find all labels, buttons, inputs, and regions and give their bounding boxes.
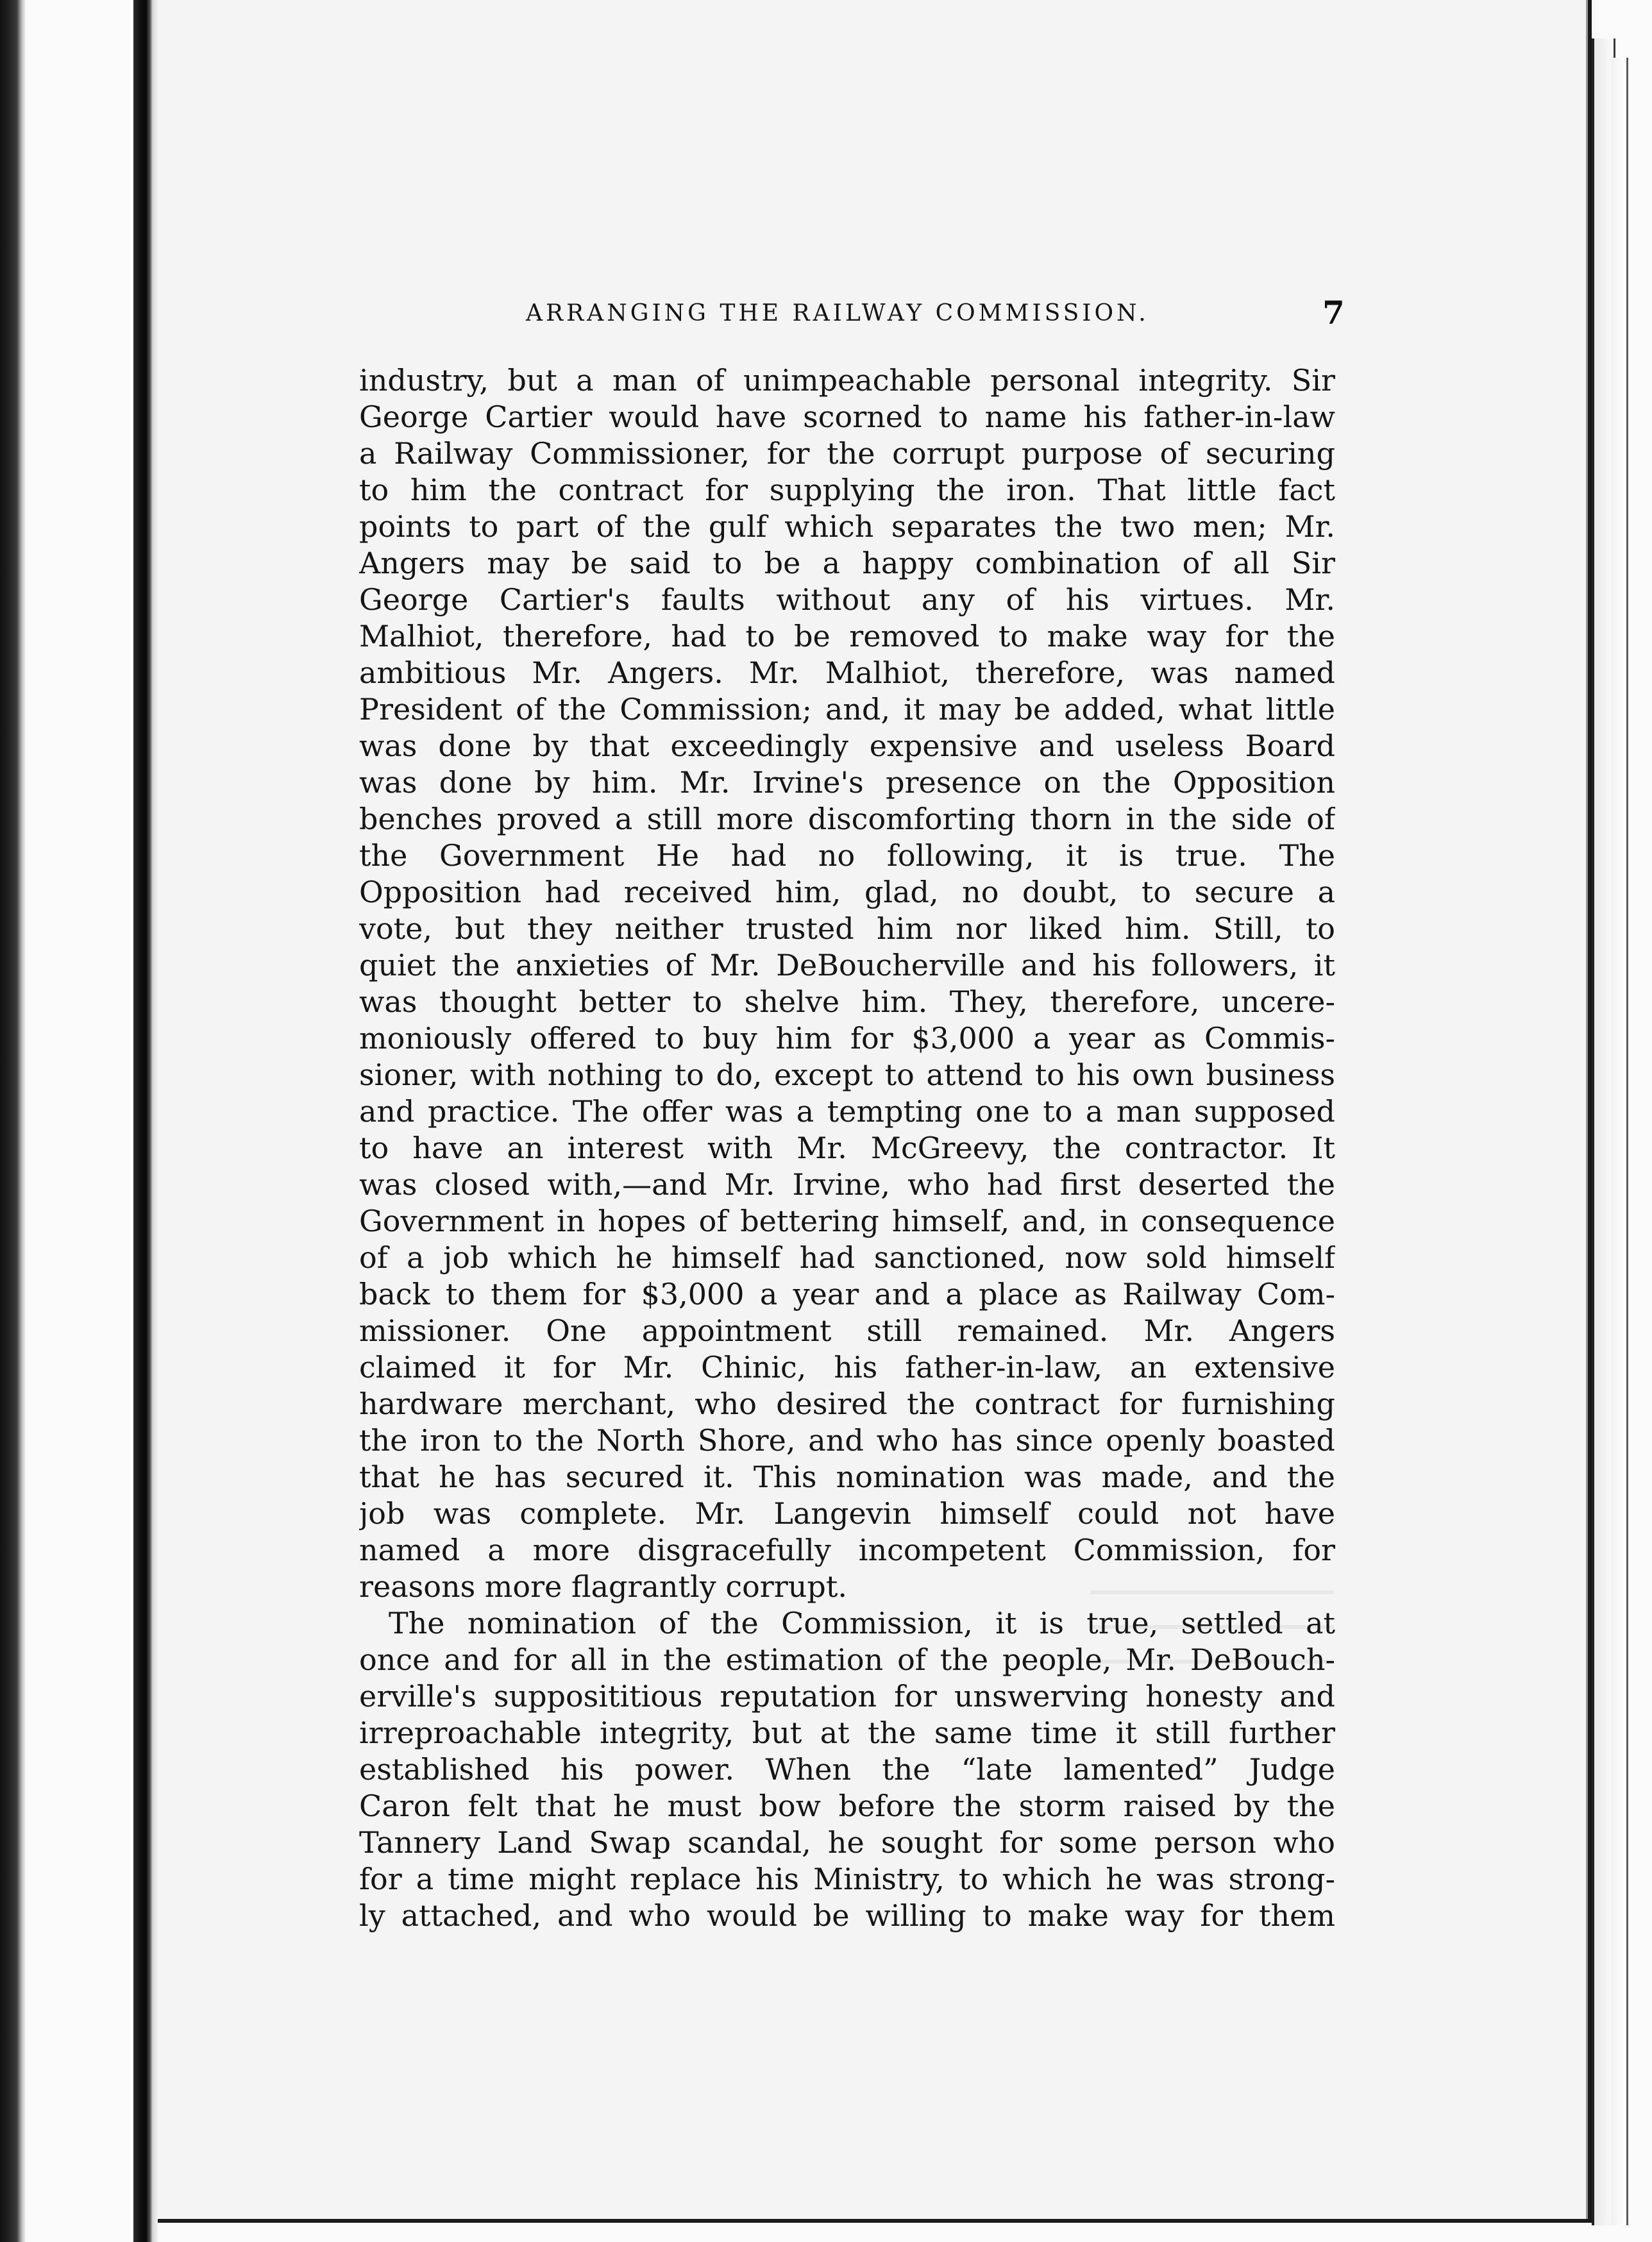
text-line: was thought better to shelve him. They, therefore, uncere-	[359, 984, 1335, 1019]
text-line: was done by that exceedingly expensive and useless Board	[359, 729, 1335, 763]
text-line: to have an interest with Mr. McGreevy, the contractor. It	[359, 1131, 1335, 1165]
text-line: of a job which he himself had sanctioned, now sold himself	[359, 1240, 1335, 1275]
text-line: benches proved a still more discomforting thorn in the side of	[359, 802, 1335, 836]
text-line: hardware merchant, who desired the contract for furnishing	[359, 1386, 1335, 1421]
text-line: job was complete. Mr. Langevin himself could not have	[359, 1496, 1335, 1531]
text-line: Angers may be said to be a happy combination of all Sir	[359, 546, 1335, 580]
text-line: Malhiot, therefore, had to be removed to make way for the	[359, 619, 1335, 653]
text-line: established his power. When the “late lamented” Judge	[359, 1752, 1335, 1787]
text-line: irreproachable integrity, but at the same time it still further	[359, 1715, 1335, 1750]
text-line: that he has secured it. This nomination was made, and the	[359, 1460, 1335, 1494]
text-line: and practice. The offer was a tempting one to a man supposed	[359, 1094, 1335, 1129]
text-line: to him the contract for supplying the iron. That little fact	[359, 473, 1335, 507]
text-line: President of the Commission; and, it may be added, what little	[359, 692, 1335, 727]
running-head: ARRANGING THE RAILWAY COMMISSION.	[526, 300, 1149, 326]
text-line: named a more disgracefully incompetent Commission, for	[359, 1533, 1335, 1567]
text-line: vote, but they neither trusted him nor liked him. Still, to	[359, 911, 1335, 946]
text-line: industry, but a man of unimpeachable personal integrity. Sir	[359, 363, 1335, 398]
text-line: erville's supposititious reputation for unswerving honesty and	[359, 1679, 1335, 1714]
text-line: George Cartier's faults without any of his virtues. Mr.	[359, 582, 1335, 617]
text-line: the Government He had no following, it is true. The	[359, 838, 1335, 873]
binding-gutter-highlight	[153, 0, 158, 2242]
text-line: was done by him. Mr. Irvine's presence on the Opposition	[359, 765, 1335, 800]
text-line: Government in hopes of bettering himself, and, in consequence	[359, 1204, 1335, 1238]
scan-left-edge	[0, 0, 26, 2242]
text-line: back to them for $3,000 a year and a place as Railway Com-	[359, 1277, 1335, 1311]
paragraph-start-line: The nomination of the Commission, it is true, settled at	[389, 1606, 1335, 1640]
text-line: Tannery Land Swap scandal, he sought for some person who	[359, 1825, 1335, 1860]
text-line: ly attached, and who would be willing to make way for them	[359, 1898, 1335, 1933]
text-line: Opposition had received him, glad, no doubt, to secure a	[359, 875, 1335, 909]
text-line: for a time might replace his Ministry, to which he was strong-	[359, 1862, 1335, 1896]
text-line: once and for all in the estimation of the people, Mr. DeBouch-	[359, 1642, 1335, 1677]
text-line: George Cartier would have scorned to name his father-in-law	[359, 400, 1335, 434]
paragraph-end-line: reasons more flagrantly corrupt.	[359, 1569, 847, 1604]
text-line: ambitious Mr. Angers. Mr. Malhiot, therefore, was named	[359, 655, 1335, 690]
text-line: missioner. One appointment still remained. Mr. Angers	[359, 1313, 1335, 1348]
text-line: moniously offered to buy him for $3,000 a year as Commis-	[359, 1021, 1335, 1056]
body-text	[359, 362, 1335, 1934]
page-edge-stack-outer	[1611, 58, 1628, 2225]
page-number: 7	[1322, 294, 1345, 332]
text-line: claimed it for Mr. Chinic, his father-in-law, an extensive	[359, 1350, 1335, 1385]
binding-gutter-shadow	[133, 0, 153, 2242]
text-line: a Railway Commissioner, for the corrupt purpose of securing	[359, 436, 1335, 471]
text-line: sioner, with nothing to do, except to attend to his own business	[359, 1058, 1335, 1092]
text-line: was closed with,—and Mr. Irvine, who had first deserted the	[359, 1167, 1335, 1202]
text-line: the iron to the North Shore, and who has since openly boasted	[359, 1423, 1335, 1458]
text-line: quiet the anxieties of Mr. DeBoucherville and his followers, it	[359, 948, 1335, 982]
text-line: Caron felt that he must bow before the storm raised by the	[359, 1789, 1335, 1823]
text-line: points to part of the gulf which separates the two men; Mr.	[359, 509, 1335, 544]
